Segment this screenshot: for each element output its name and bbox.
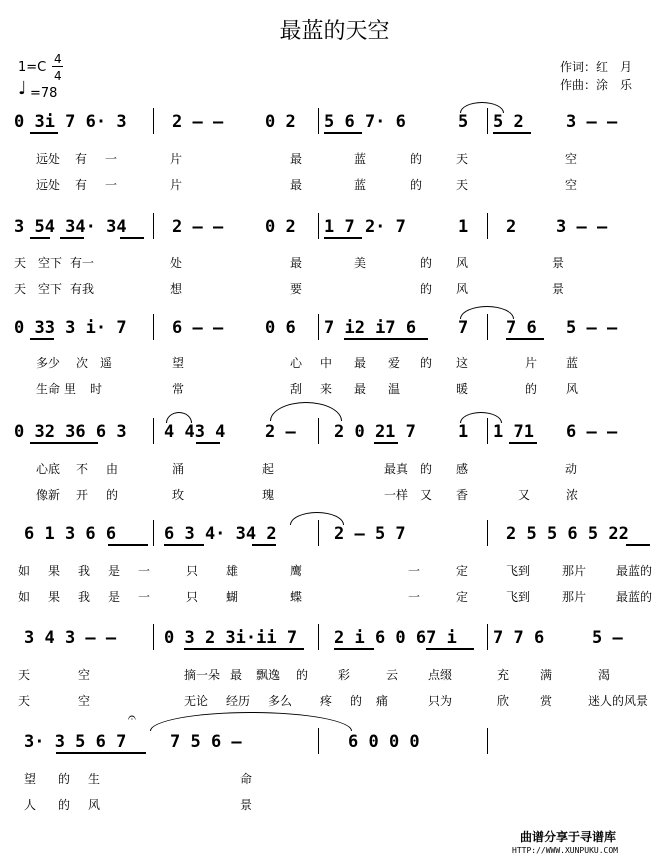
measure-4-4: 2 0 21 7 xyxy=(334,422,416,442)
beam xyxy=(30,237,50,239)
beam xyxy=(252,544,276,546)
lyric-syllable: 望 xyxy=(172,356,185,370)
lyric-syllable: 心底 xyxy=(36,462,61,476)
measure-3-7: 5 — — xyxy=(566,318,618,338)
lyric-syllable: 一 xyxy=(105,152,118,166)
lyric-syllable: 开 xyxy=(76,488,89,502)
beam xyxy=(509,442,537,444)
site-url: HTTP://WWW.XUNPUKU.COM xyxy=(512,846,618,855)
barline xyxy=(487,728,488,754)
barline xyxy=(318,108,319,134)
measure-4-5: 1 xyxy=(458,422,469,442)
lyric-syllable: 多么 xyxy=(268,694,293,708)
lyric-syllable: 空 xyxy=(78,694,91,708)
time-signature-denominator: 4 xyxy=(54,69,62,83)
lyric-syllable: 的 xyxy=(525,382,538,396)
barline xyxy=(487,520,488,546)
lyric-syllable: 一 xyxy=(408,564,421,578)
barline xyxy=(153,624,154,650)
lyric-syllable: 天 xyxy=(18,668,31,682)
measure-1-2: 2 — — xyxy=(172,112,224,132)
lyric-syllable: 充 xyxy=(497,668,510,682)
beam xyxy=(493,132,531,134)
lyric-syllable: 如 xyxy=(18,564,31,578)
lyric-syllable: 疼 xyxy=(320,694,333,708)
measure-3-4: 7 i2 i7 6 xyxy=(324,318,417,338)
slur xyxy=(166,412,192,423)
lyric-syllable: 有一 xyxy=(70,256,95,270)
beam xyxy=(334,648,374,650)
lyric-syllable: 感 xyxy=(456,462,469,476)
lyric-syllable: 爱 xyxy=(388,356,401,370)
time-signature-divider xyxy=(52,66,63,67)
lyric-syllable: 里 xyxy=(64,382,77,396)
lyric-syllable: 要 xyxy=(290,282,303,296)
barline xyxy=(153,213,154,239)
beam xyxy=(30,442,98,444)
lyric-syllable: 刮 xyxy=(290,382,303,396)
measure-5-3: 2 — 5 7 xyxy=(334,524,406,544)
key-signature: 1=C xyxy=(18,60,47,75)
lyric-syllable: 的 xyxy=(106,488,119,502)
barline xyxy=(318,418,319,444)
measure-4-3: 2 — xyxy=(265,422,296,442)
lyric-syllable: 生 xyxy=(88,772,101,786)
lyric-syllable: 美 xyxy=(354,256,367,270)
lyric-syllable: 常 xyxy=(172,382,185,396)
lyric-syllable: 有 xyxy=(75,152,88,166)
measure-7-1: 3· 3 5 6 7 xyxy=(24,732,127,752)
tempo-marking: =78 xyxy=(30,86,58,101)
measure-2-6: 2 xyxy=(506,217,517,237)
lyric-syllable: 风 xyxy=(456,282,469,296)
lyric-syllable: 天 xyxy=(14,282,27,296)
time-signature-numerator: 4 xyxy=(54,52,62,66)
lyric-syllable: 的 xyxy=(420,462,433,476)
lyric-syllable: 又 xyxy=(420,488,433,502)
lyric-syllable: 经历 xyxy=(226,694,251,708)
lyric-syllable: 像新 xyxy=(36,488,61,502)
lyric-syllable: 片 xyxy=(525,356,538,370)
composer-credit: 作曲：涂 乐 xyxy=(560,78,633,92)
lyric-syllable: 空 xyxy=(565,152,578,166)
lyric-syllable: 最蓝的 xyxy=(616,564,653,578)
lyric-syllable: 又 xyxy=(518,488,531,502)
lyric-syllable: 中 xyxy=(320,356,333,370)
lyric-syllable: 风 xyxy=(88,798,101,812)
lyric-syllable: 景 xyxy=(552,256,565,270)
beam xyxy=(184,648,304,650)
beam xyxy=(196,442,220,444)
measure-7-2: 7 5 6 — xyxy=(170,732,242,752)
quarter-note-icon: ♩ xyxy=(18,78,27,99)
measure-2-4: 1 7 2· 7 xyxy=(324,217,406,237)
lyric-syllable: 最蓝的 xyxy=(616,590,653,604)
lyric-syllable: 想 xyxy=(170,282,183,296)
lyric-syllable: 蝶 xyxy=(290,590,303,604)
lyric-syllable: 我 xyxy=(78,564,91,578)
lyricist-credit: 作词：红 月 xyxy=(560,60,633,74)
barline xyxy=(318,213,319,239)
lyric-syllable: 景 xyxy=(552,282,565,296)
beam xyxy=(506,338,544,340)
lyric-syllable: 香 xyxy=(456,488,469,502)
measure-6-4: 7 7 6 xyxy=(493,628,545,648)
lyric-syllable: 那片 xyxy=(562,590,587,604)
lyric-syllable: 涌 xyxy=(172,462,185,476)
lyric-syllable: 空 xyxy=(78,668,91,682)
lyric-syllable: 云 xyxy=(386,668,399,682)
lyric-syllable: 只 xyxy=(186,564,199,578)
measure-2-7: 3 — — xyxy=(556,217,608,237)
lyric-syllable: 人 xyxy=(24,798,37,812)
barline xyxy=(318,728,319,754)
lyric-syllable: 浓 xyxy=(566,488,579,502)
measure-6-3: 2 i 6 0 67 i xyxy=(334,628,457,648)
slur xyxy=(290,512,344,525)
measure-2-2: 2 — — xyxy=(172,217,224,237)
beam xyxy=(56,752,146,754)
measure-1-6: 5 2 xyxy=(493,112,524,132)
lyric-syllable: 空 xyxy=(565,178,578,192)
measure-1-3: 0 2 xyxy=(265,112,296,132)
beam xyxy=(374,442,398,444)
lyric-syllable: 天 xyxy=(18,694,31,708)
lyric-syllable: 鹰 xyxy=(290,564,303,578)
lyric-syllable: 的 xyxy=(410,152,423,166)
lyric-syllable: 最 xyxy=(290,178,303,192)
lyric-syllable: 摘一朵 xyxy=(184,668,221,682)
barline xyxy=(153,520,154,546)
measure-3-2: 6 — — xyxy=(172,318,224,338)
lyric-syllable: 一 xyxy=(138,590,151,604)
lyric-syllable: 一 xyxy=(105,178,118,192)
lyric-syllable: 起 xyxy=(262,462,275,476)
beam xyxy=(60,237,84,239)
measure-4-1: 0 32 36 6 3 xyxy=(14,422,127,442)
lyric-syllable: 命 xyxy=(240,772,253,786)
lyric-syllable: 风 xyxy=(456,256,469,270)
lyric-syllable: 的 xyxy=(420,356,433,370)
lyric-syllable: 不 xyxy=(76,462,89,476)
lyric-syllable: 次 xyxy=(76,356,89,370)
lyric-syllable: 这 xyxy=(456,356,469,370)
lyric-syllable: 满 xyxy=(540,668,553,682)
lyric-syllable: 天 xyxy=(456,178,469,192)
measure-3-1: 0 33 3 i· 7 xyxy=(14,318,127,338)
lyric-syllable: 片 xyxy=(170,178,183,192)
lyric-syllable: 最真 xyxy=(384,462,409,476)
lyric-syllable: 片 xyxy=(170,152,183,166)
lyric-syllable: 最 xyxy=(290,256,303,270)
lyric-syllable: 处 xyxy=(170,256,183,270)
lyric-syllable: 一样 xyxy=(384,488,409,502)
lyric-syllable: 蓝 xyxy=(354,178,367,192)
slur xyxy=(270,402,342,421)
lyric-syllable: 赏 xyxy=(540,694,553,708)
lyric-syllable: 定 xyxy=(456,590,469,604)
lyric-syllable: 的 xyxy=(410,178,423,192)
lyric-syllable: 一 xyxy=(138,564,151,578)
beam xyxy=(324,132,362,134)
lyric-syllable: 有我 xyxy=(70,282,95,296)
lyric-syllable: 最 xyxy=(230,668,243,682)
beam xyxy=(108,544,148,546)
lyric-syllable: 欣 xyxy=(497,694,510,708)
lyric-syllable: 天 xyxy=(456,152,469,166)
lyric-syllable: 远处 xyxy=(36,152,61,166)
lyric-syllable: 无论 xyxy=(184,694,209,708)
barline xyxy=(487,624,488,650)
lyric-syllable: 空下 xyxy=(38,282,63,296)
lyric-syllable: 的 xyxy=(420,256,433,270)
measure-5-1: 6 1 3 6 6 xyxy=(24,524,117,544)
lyric-syllable: 的 xyxy=(58,798,71,812)
measure-3-5: 7 xyxy=(458,318,469,338)
lyric-syllable: 彩 xyxy=(338,668,351,682)
measure-3-6: 7 6 xyxy=(506,318,537,338)
lyric-syllable: 天 xyxy=(14,256,27,270)
lyric-syllable: 温 xyxy=(388,382,401,396)
lyric-syllable: 果 xyxy=(48,590,61,604)
barline xyxy=(153,108,154,134)
lyric-syllable: 飞到 xyxy=(506,564,531,578)
lyric-syllable: 心 xyxy=(290,356,303,370)
lyric-syllable: 只为 xyxy=(428,694,453,708)
measure-2-5: 1 xyxy=(458,217,469,237)
song-title: 最蓝的天空 xyxy=(279,19,390,44)
measure-5-2: 6 3 4· 34 2 xyxy=(164,524,277,544)
lyric-syllable: 的 xyxy=(296,668,309,682)
barline xyxy=(487,213,488,239)
lyric-syllable: 遥 xyxy=(100,356,113,370)
measure-1-1: 0 3i 7 6· 3 xyxy=(14,112,127,132)
lyric-syllable: 我 xyxy=(78,590,91,604)
beam xyxy=(324,237,362,239)
lyric-syllable: 最 xyxy=(354,356,367,370)
measure-4-6: 1 71 xyxy=(493,422,534,442)
lyric-syllable: 如 xyxy=(18,590,31,604)
measure-1-4: 5 6 7· 6 xyxy=(324,112,406,132)
lyric-syllable: 空下 xyxy=(38,256,63,270)
measure-2-3: 0 2 xyxy=(265,217,296,237)
beam xyxy=(30,338,54,340)
lyric-syllable: 是 xyxy=(108,564,121,578)
lyric-syllable: 远处 xyxy=(36,178,61,192)
measure-3-3: 0 6 xyxy=(265,318,296,338)
lyric-syllable: 果 xyxy=(48,564,61,578)
lyric-syllable: 动 xyxy=(565,462,578,476)
lyric-syllable: 玫 xyxy=(172,488,185,502)
lyric-syllable: 那片 xyxy=(562,564,587,578)
beam xyxy=(344,338,428,340)
beam xyxy=(120,237,144,239)
beam xyxy=(164,544,204,546)
lyric-syllable: 是 xyxy=(108,590,121,604)
lyric-syllable: 暖 xyxy=(456,382,469,396)
slur xyxy=(460,412,502,423)
lyric-syllable: 来 xyxy=(320,382,333,396)
lyric-syllable: 飞到 xyxy=(506,590,531,604)
lyric-syllable: 有 xyxy=(75,178,88,192)
measure-7-3: 6 0 0 0 xyxy=(348,732,420,752)
lyric-syllable: 景 xyxy=(240,798,253,812)
measure-1-7: 3 — — xyxy=(566,112,618,132)
lyric-syllable: 由 xyxy=(106,462,119,476)
lyric-syllable: 风 xyxy=(566,382,579,396)
measure-6-2: 0 3 2 3i·ii 7 xyxy=(164,628,298,648)
lyric-syllable: 雄 xyxy=(226,564,239,578)
measure-4-2: 4 43 4 xyxy=(164,422,226,442)
lyric-syllable: 点缀 xyxy=(428,668,453,682)
lyric-syllable: 多少 xyxy=(36,356,61,370)
measure-4-7: 6 — — xyxy=(566,422,618,442)
beam xyxy=(30,132,58,134)
lyric-syllable: 蓝 xyxy=(354,152,367,166)
barline xyxy=(153,418,154,444)
lyric-syllable: 的 xyxy=(350,694,363,708)
lyric-syllable: 蝴 xyxy=(226,590,239,604)
lyric-syllable: 的 xyxy=(58,772,71,786)
lyric-syllable: 望 xyxy=(24,772,37,786)
measure-6-5: 5 — xyxy=(592,628,623,648)
beam xyxy=(426,648,474,650)
lyric-syllable: 最 xyxy=(290,152,303,166)
barline xyxy=(318,624,319,650)
beam xyxy=(626,544,650,546)
measure-6-1: 3 4 3 — — xyxy=(24,628,117,648)
lyric-syllable: 生命 xyxy=(36,382,61,396)
slur xyxy=(460,102,504,113)
lyric-syllable: 蓝 xyxy=(566,356,579,370)
lyric-syllable: 的 xyxy=(420,282,433,296)
share-watermark: 曲谱分享于寻谱库 xyxy=(520,830,617,844)
lyric-syllable: 最 xyxy=(354,382,367,396)
lyric-syllable: 渴 xyxy=(598,668,611,682)
lyric-syllable: 迷人的风景 xyxy=(588,694,649,708)
slur xyxy=(150,712,352,731)
lyric-syllable: 定 xyxy=(456,564,469,578)
measure-2-1: 3 54 34· 34 xyxy=(14,217,127,237)
lyric-syllable: 时 xyxy=(90,382,103,396)
measure-5-4: 2 5 5 6 5 22 xyxy=(506,524,629,544)
fermata-icon: 𝄐 xyxy=(128,710,136,726)
lyric-syllable: 一 xyxy=(408,590,421,604)
lyric-syllable: 只 xyxy=(186,590,199,604)
slur xyxy=(460,306,514,319)
measure-1-5: 5 xyxy=(458,112,469,132)
barline xyxy=(318,314,319,340)
lyric-syllable: 痛 xyxy=(376,694,389,708)
lyric-syllable: 瑰 xyxy=(262,488,275,502)
lyric-syllable: 飘逸 xyxy=(256,668,281,682)
barline xyxy=(153,314,154,340)
